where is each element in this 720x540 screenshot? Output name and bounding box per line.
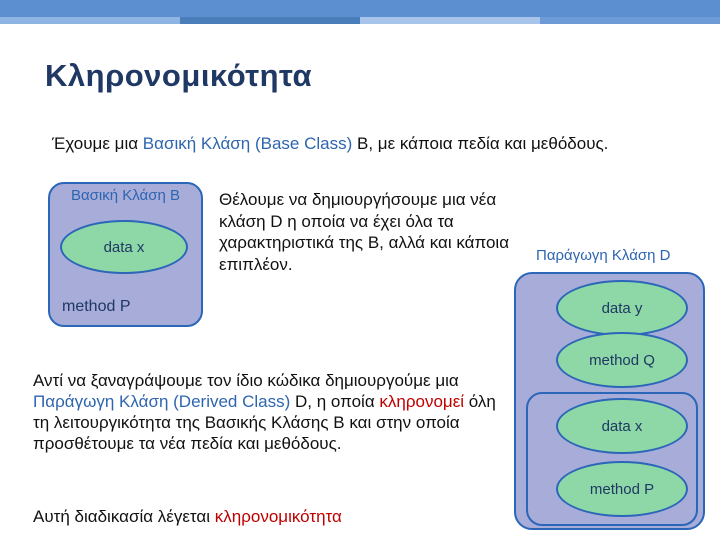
paragraph-2-part2: D, η οποία bbox=[290, 392, 380, 411]
base-class-label: Βασική Κλάση B bbox=[71, 187, 180, 204]
intro-text bbox=[52, 134, 608, 154]
paragraph-2 bbox=[33, 370, 503, 454]
derived-class-label: Παράγωγη Κλάση D bbox=[536, 247, 671, 264]
derived-data-y-label: data y bbox=[601, 299, 643, 317]
paragraph-2-part3: όλη τη λειτουργικότητα της Βασικής Κλάσης B και στην οποία προσθέτουμε τα νέα πεδία και μεθόδους. bbox=[33, 392, 496, 453]
paragraph-2-inherits: κληρονομεί bbox=[379, 392, 465, 411]
derived-method-p-label: method P bbox=[589, 480, 655, 498]
derived-data-x-oval bbox=[556, 398, 688, 454]
paragraph-2-derived-class: Παράγωγη Κλάση (Derived Class) bbox=[33, 392, 291, 411]
base-method-p-label: method P bbox=[62, 298, 131, 315]
derived-data-x-label: data x bbox=[601, 417, 643, 435]
derived-data-y-oval bbox=[556, 280, 688, 336]
intro-highlight: Βασική Κλάση (Base Class) bbox=[142, 134, 353, 153]
paragraph-1: Θέλουμε να δημιουργήσουμε μια νέα κλάση D η οποία να έχει όλα τα χαρακτηριστικά της B, αλλά και κάποια επιπλέον. bbox=[219, 190, 510, 274]
base-data-x-label: data x bbox=[103, 238, 145, 256]
paragraph-3-highlight: κληρονομικότητα bbox=[214, 507, 342, 526]
paragraph-2-part1: Αντί να ξαναγράψουμε τον ίδιο κώδικα δημιουργούμε μια bbox=[33, 371, 459, 390]
base-data-x-oval bbox=[60, 220, 188, 274]
paragraph-3 bbox=[33, 507, 342, 527]
slide-title: Κληρονομικότητα bbox=[45, 58, 313, 93]
derived-method-q-oval bbox=[556, 332, 688, 388]
derived-method-q-label: method Q bbox=[589, 351, 655, 369]
top-stripes bbox=[0, 17, 720, 24]
intro-prefix: Έχουμε μια bbox=[52, 134, 143, 153]
paragraph-3-prefix: Αυτή διαδικασία λέγεται bbox=[33, 507, 215, 526]
intro-suffix: B, με κάποια πεδία και μεθόδους. bbox=[352, 134, 609, 153]
derived-method-p-oval bbox=[556, 461, 688, 517]
top-accent-bar bbox=[0, 0, 720, 17]
